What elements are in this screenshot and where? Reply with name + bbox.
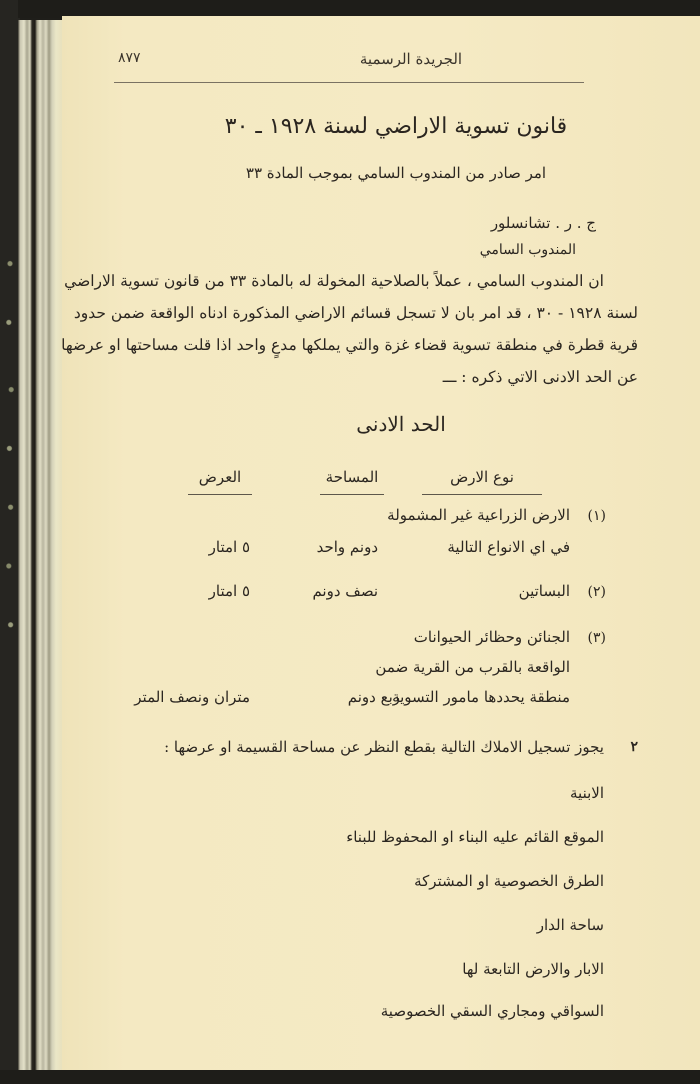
- row-width: ٥ امتار: [208, 582, 250, 600]
- row-area: نصف دونم: [312, 582, 378, 600]
- book-cover-edge: [0, 0, 20, 1084]
- list-item: الموقع القائم عليه البناء او المحفوظ للبناء: [346, 828, 604, 846]
- list-item: ساحة الدار: [536, 916, 604, 934]
- row-width: متران ونصف المتر: [134, 688, 250, 706]
- list-item: الابار والارض التابعة لها: [462, 960, 604, 978]
- signatory-name: ج . ر . تشانسلور: [490, 214, 596, 232]
- row-area: دونم واحد: [316, 538, 378, 556]
- column-header-area: المساحة: [320, 468, 384, 495]
- list-item: الطرق الخصوصية او المشتركة: [414, 872, 604, 890]
- column-header-land-type: نوع الارض: [422, 468, 542, 495]
- row-width: ٥ امتار: [208, 538, 250, 556]
- law-subtitle: امر صادر من المندوب السامي بموجب المادة ٣٣: [245, 164, 547, 182]
- cover-texture: [4, 230, 16, 650]
- row-type-line: الارض الزراعية غير المشمولة: [387, 506, 570, 524]
- signatory-title: المندوب السامي: [479, 242, 576, 258]
- paragraph-line: لسنة ١٩٢٨ - ٣٠ ، قد امر بان لا تسجل قسائم الاراضي المذكورة ادناه الواقعة ضمن حدود: [73, 304, 638, 322]
- list-item: السواقي ومجاري السقي الخصوصية: [380, 1002, 604, 1020]
- paragraph-line: ان المندوب السامي ، عملاً بالصلاحية المخولة له بالمادة ٣٣ من قانون تسوية الاراضي: [64, 272, 604, 290]
- list-item: الابنية: [570, 784, 604, 802]
- row-area: ربع دونم: [347, 688, 400, 706]
- header-rule: [114, 82, 584, 83]
- article-number: ٢: [630, 739, 638, 755]
- row-number: (٢): [587, 584, 606, 600]
- row-type-line: الجنائن وحظائر الحيوانات: [413, 628, 570, 646]
- row-type-line: في اي الانواع التالية: [447, 538, 570, 556]
- section-heading: الحد الادنى: [356, 412, 446, 436]
- paragraph-line: عن الحد الادنى الاتي ذكره : ـــ: [442, 368, 638, 386]
- row-type-line: البساتين: [518, 582, 570, 600]
- row-type-line: الواقعة بالقرب من القرية ضمن: [375, 658, 570, 676]
- row-number: (٣): [587, 630, 606, 646]
- row-number: (١): [587, 508, 606, 524]
- gazette-page: [62, 16, 700, 1070]
- paragraph-line: قرية قطرة في منطقة تسوية قضاء غزة والتي يملكها مدعٍ واحد اذا قلت مساحتها او عرضها: [61, 336, 638, 354]
- page-number: ٨٧٧: [118, 50, 141, 66]
- running-title: الجريدة الرسمية: [359, 50, 463, 68]
- article-text: يجوز تسجيل الاملاك التالية بقطع النظر عن مساحة القسيمة او عرضها :: [164, 738, 604, 756]
- law-title: قانون تسوية الاراضي لسنة ١٩٢٨ ـ ٣٠: [224, 114, 568, 139]
- book-cover-bottom: [0, 1070, 700, 1084]
- page-stack-edges: [18, 20, 62, 1070]
- row-type-line: منطقة يحددها مامور التسوية: [392, 688, 570, 706]
- column-header-width: العرض: [188, 468, 252, 495]
- page-content: [62, 16, 700, 1070]
